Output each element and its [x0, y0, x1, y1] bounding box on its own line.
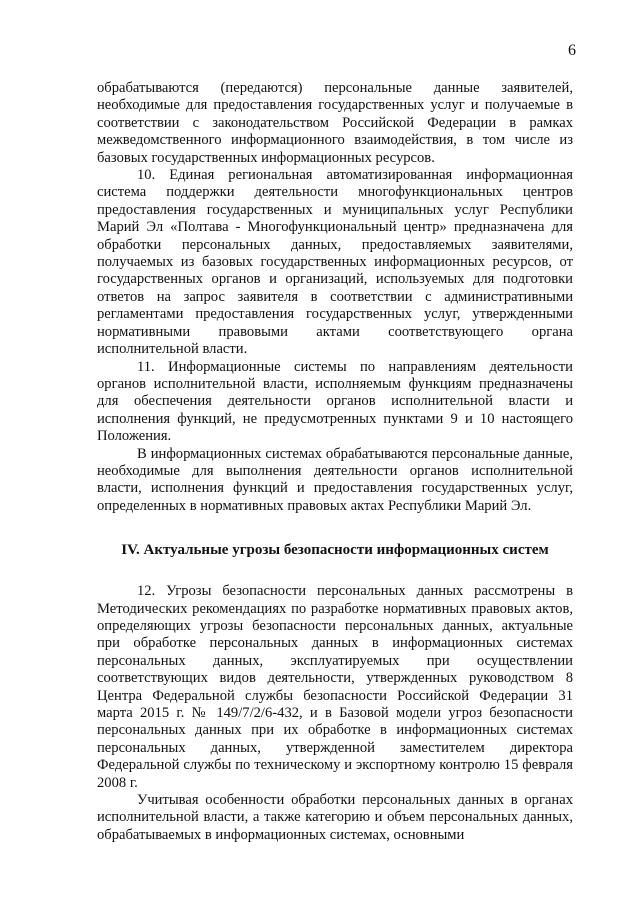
document-body — [97, 80, 573, 844]
section-heading: IV. Актуальные угрозы безопасности информационных систем — [121, 542, 549, 559]
paragraph-considering: Учитывая особенности обработки персональных данных в органах исполнительной власти, а также категорию и объем персональных данных, обрабатываемых в информационных системах, основными — [97, 792, 573, 843]
paragraph-item-12: 12. Угрозы безопасности персональных данных рассмотрены в Методических рекомендациях по разработке нормативных правовых актов, определяющих угрозы безопасности персональных данных, актуальные при обработке персональных данных в информационных системах персональных данных, эксплуатируемых при осуществлении соответствующих видов деятельности, утвержденных руководством 8 Центра Федеральной службы безопасности Российской Федерации 31 марта 2015 г. № 149/7/2/6-432, и в Базовой модели угроз безопасности персональных данных при их обработке в информационных системах персональных данных, утвержденной заместителем директора Федеральной службы по техническому и экспортному контролю 15 февраля 2008 г. — [97, 583, 573, 791]
paragraph-item-10: 10. Единая региональная автоматизированная информационная система поддержки деятельности многофункциональных центров предоставления государственных и муниципальных услуг Республики Марий Эл «Полтава - Многофункциональный центр» предназначена для обработки персональных данных, предоставляемых заявителями, получаемых из базовых государственных информационных ресурсов, от государственных органов и организаций, используемых для подготовки ответов на запрос заявителя в соответствии с административными регламентами предоставления государственных услуг, утвержденными нормативными правовыми актами соответствующего органа исполнительной власти. — [97, 167, 573, 358]
paragraph-item-11: 11. Информационные системы по направлениям деятельности органов исполнительной власти, исполняемым функциям предназначены для обеспечения деятельности органов исполнительной власти и исполнения функций, не предусмотренных пунктами 9 и 10 настоящего Положения. — [97, 358, 573, 445]
page-number: 6 — [568, 42, 576, 59]
paragraph-info-systems: В информационных системах обрабатываются персональные данные, необходимые для выполнения деятельности органов исполнительной власти, исполнения функций и предоставления государственных услуг, определенных в нормативных правовых актах Республики Марий Эл. — [97, 445, 573, 514]
paragraph-continuation: обрабатываются (передаются) персональные данные заявителей, необходимые для предоставления государственных услуг и получаемые в соответствии с законодательством Российской Федерации в рамках межведомственного информационного взаимодействия, в том числе из базовых государственных информационных ресурсов. — [97, 80, 573, 166]
